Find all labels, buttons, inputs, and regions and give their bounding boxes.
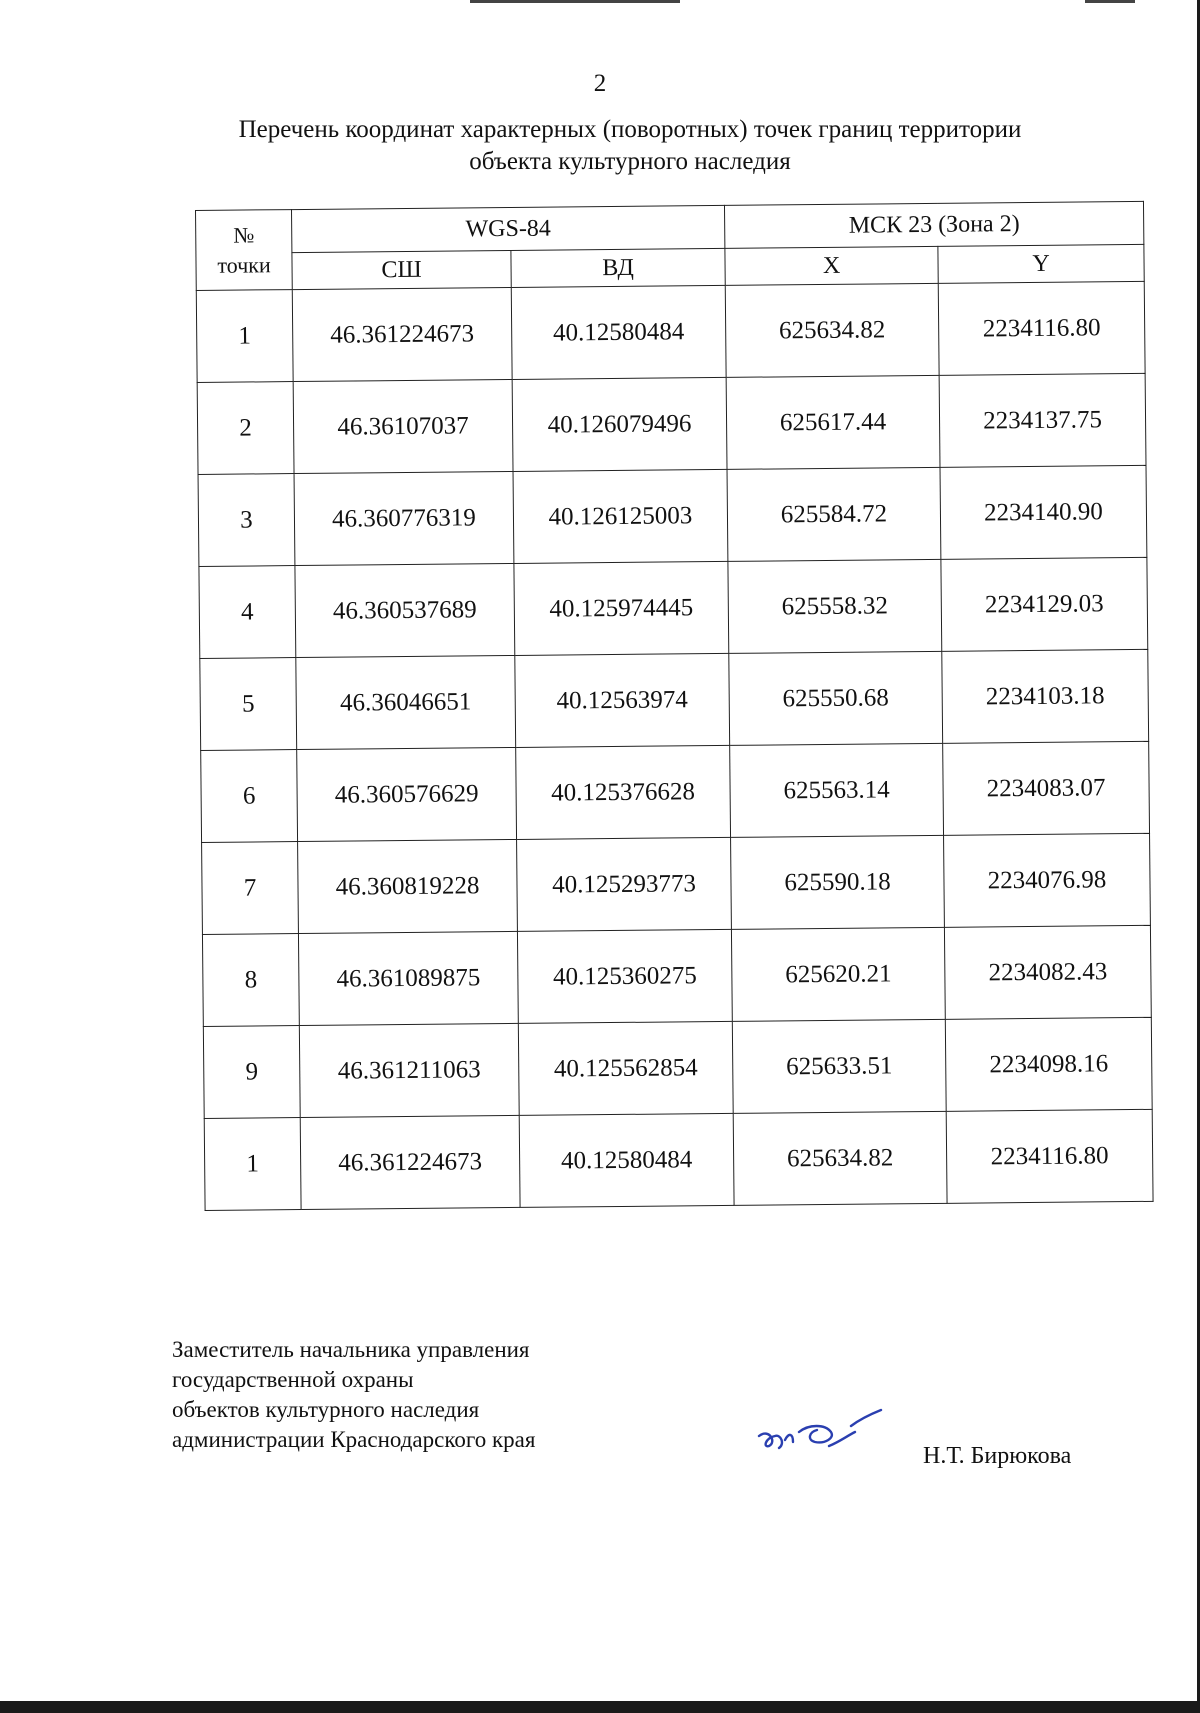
cell-point-number: 9 xyxy=(203,1026,300,1119)
header-y: Y xyxy=(938,244,1144,283)
cell-latitude: 46.360819228 xyxy=(298,839,518,933)
cell-longitude: 40.12563974 xyxy=(515,653,730,747)
cell-point-number: 7 xyxy=(202,842,299,935)
cell-longitude: 40.125293773 xyxy=(517,837,732,931)
cell-x: 625590.18 xyxy=(731,835,945,929)
cell-latitude: 46.361089875 xyxy=(298,931,518,1025)
table-row xyxy=(196,281,1145,382)
cell-longitude: 40.12580484 xyxy=(511,285,726,379)
cell-longitude: 40.12580484 xyxy=(519,1113,734,1207)
cell-x: 625550.68 xyxy=(729,651,943,745)
cell-longitude: 40.125376628 xyxy=(516,745,731,839)
page-number: 2 xyxy=(593,70,607,97)
cell-y: 2234140.90 xyxy=(940,465,1147,559)
cell-longitude: 40.126125003 xyxy=(513,469,728,563)
table-row xyxy=(202,925,1151,1026)
cell-point-number: 5 xyxy=(200,658,297,751)
cell-x: 625563.14 xyxy=(730,743,944,837)
cell-longitude: 40.125974445 xyxy=(514,561,729,655)
table-row xyxy=(198,465,1147,566)
cell-x: 625617.44 xyxy=(726,375,940,469)
header-longitude: ВД xyxy=(511,248,725,287)
cell-latitude: 46.360537689 xyxy=(295,563,515,657)
table-row xyxy=(197,373,1146,474)
cell-latitude: 46.360776319 xyxy=(294,471,514,565)
coordinates-table xyxy=(195,201,1154,1211)
cell-latitude: 46.361224673 xyxy=(300,1115,520,1209)
cell-y: 2234076.98 xyxy=(944,833,1151,927)
scan-top-mark xyxy=(470,0,680,3)
cell-x: 625634.82 xyxy=(725,283,939,377)
cell-y: 2234103.18 xyxy=(942,649,1149,743)
header-num-sign: № xyxy=(233,221,255,248)
position-line-2: государственной охраны xyxy=(172,1367,414,1392)
cell-y: 2234129.03 xyxy=(941,557,1148,651)
cell-point-number: 2 xyxy=(197,382,294,475)
cell-longitude: 40.125360275 xyxy=(517,929,732,1023)
cell-x: 625633.51 xyxy=(732,1019,946,1113)
cell-latitude: 46.361211063 xyxy=(299,1023,519,1117)
header-msk23: МСК 23 (Зона 2) xyxy=(724,201,1143,248)
cell-longitude: 40.126079496 xyxy=(512,377,727,471)
cell-point-number: 8 xyxy=(202,934,299,1027)
table-row xyxy=(199,557,1148,658)
cell-y: 2234116.80 xyxy=(946,1109,1153,1203)
cell-y: 2234082.43 xyxy=(944,925,1151,1019)
cell-x: 625558.32 xyxy=(728,559,942,653)
cell-point-number: 4 xyxy=(199,566,296,659)
scan-edge-bottom xyxy=(0,1701,1200,1713)
header-wgs84: WGS-84 xyxy=(292,205,725,252)
table-row xyxy=(203,1017,1152,1118)
table-row xyxy=(202,833,1151,934)
cell-y: 2234116.80 xyxy=(938,281,1145,375)
cell-x: 625620.21 xyxy=(731,927,945,1021)
scan-top-mark xyxy=(1085,0,1135,3)
cell-latitude: 46.36107037 xyxy=(293,379,513,473)
cell-longitude: 40.125562854 xyxy=(518,1021,733,1115)
cell-point-number: 3 xyxy=(198,474,295,567)
cell-latitude: 46.36046651 xyxy=(296,655,516,749)
cell-y: 2234137.75 xyxy=(939,373,1146,467)
cell-point-number: 1 xyxy=(196,290,293,383)
cell-point-number: 1 xyxy=(204,1118,301,1211)
table-row xyxy=(201,741,1150,842)
cell-point-number: 6 xyxy=(201,750,298,843)
cell-y: 2234083.07 xyxy=(943,741,1150,835)
cell-y: 2234098.16 xyxy=(945,1017,1152,1111)
title-line-1: Перечень координат характерных (поворотных) точек границ территории xyxy=(238,116,1022,143)
title-line-2: объекта культурного наследия xyxy=(469,148,791,175)
header-point-number xyxy=(196,210,293,291)
header-num-label: точки xyxy=(217,251,271,278)
signer-name: Н.Т. Бирюкова xyxy=(923,1443,1072,1469)
cell-latitude: 46.361224673 xyxy=(292,287,512,381)
header-latitude: СШ xyxy=(292,250,511,289)
document-title xyxy=(160,114,1100,178)
position-line-3: объектов культурного наследия xyxy=(172,1397,480,1422)
cell-x: 625584.72 xyxy=(727,467,941,561)
handwritten-signature xyxy=(755,1402,895,1462)
header-x: X xyxy=(725,246,938,285)
signatory-position xyxy=(172,1335,535,1455)
cell-x: 625634.82 xyxy=(733,1111,947,1205)
position-line-1: Заместитель начальника управления xyxy=(172,1337,530,1362)
cell-latitude: 46.360576629 xyxy=(297,747,517,841)
table-row xyxy=(200,649,1149,750)
table-row xyxy=(204,1109,1153,1210)
position-line-4: администрации Краснодарского края xyxy=(172,1427,536,1452)
